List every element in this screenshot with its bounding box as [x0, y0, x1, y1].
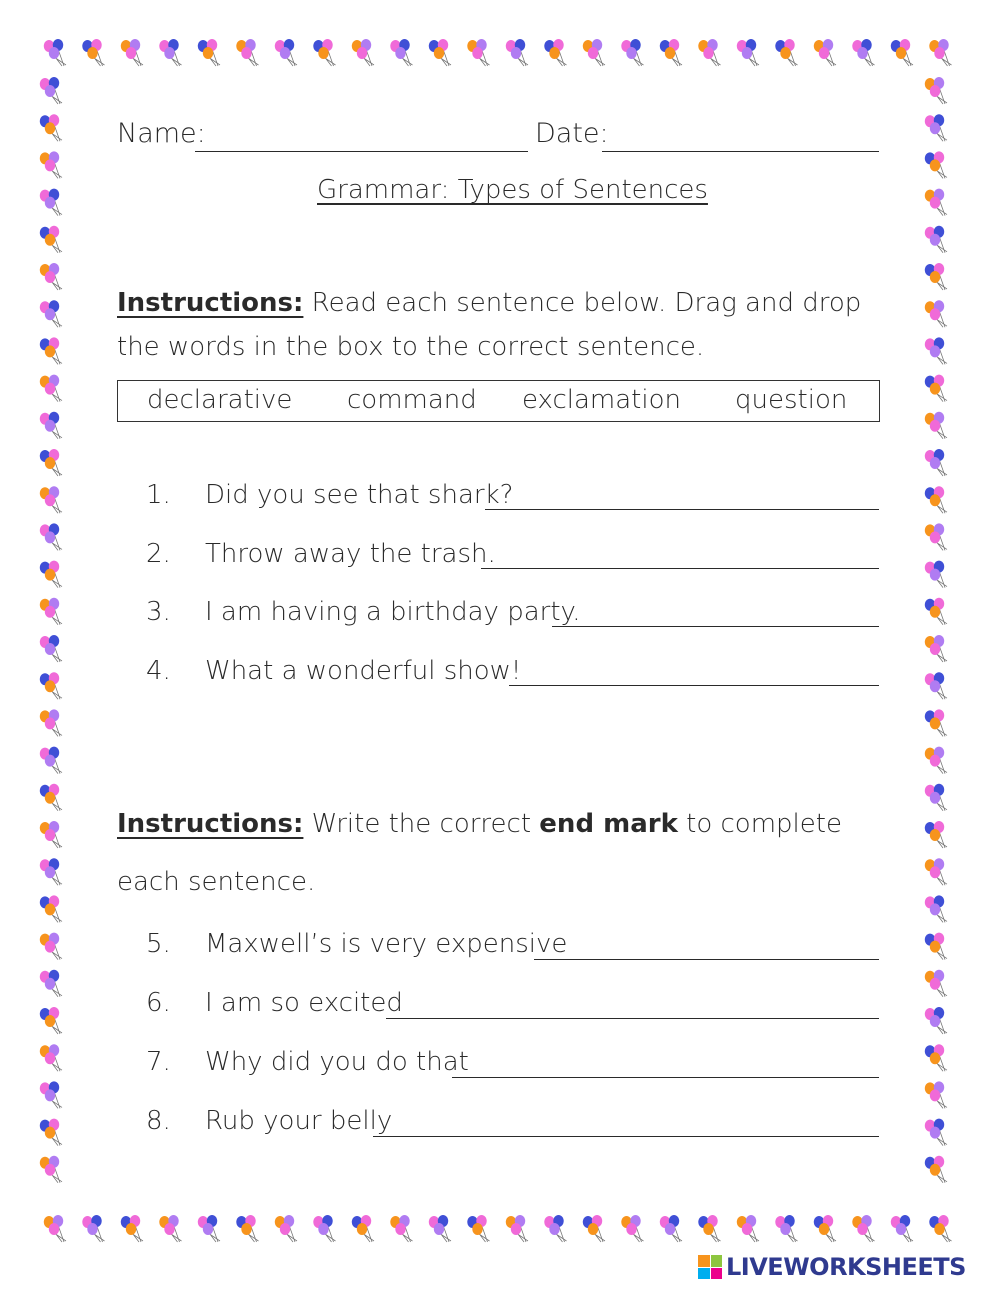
section1-instructions-lead: Instructions: [117, 288, 304, 318]
sentence-text: Maxwell’s is very expensive [205, 929, 568, 959]
balloon-cluster-icon [313, 39, 335, 66]
balloon-cluster-icon [929, 39, 951, 66]
answer-field[interactable] [373, 1136, 879, 1137]
balloon-cluster-icon [814, 1215, 836, 1242]
word-bank-item[interactable]: declarative [147, 385, 293, 415]
balloon-cluster-icon [621, 39, 643, 66]
end-mark-emphasis: end mark [539, 809, 678, 839]
balloon-cluster-icon [925, 672, 947, 699]
section1-instructions [117, 281, 877, 369]
balloon-cluster-icon [925, 933, 947, 960]
balloon-cluster-icon [82, 1215, 104, 1242]
balloon-cluster-icon [352, 39, 374, 66]
balloon-cluster-icon [925, 114, 947, 141]
balloon-cluster-icon [40, 970, 62, 997]
balloon-cluster-icon [925, 263, 947, 290]
sentence-text: Why did you do that [205, 1047, 469, 1077]
section1-instructions-text: Read each sentence below. Drag and drop the words in the box to the correct sentence. [117, 288, 862, 362]
balloon-cluster-icon [275, 39, 297, 66]
balloon-cluster-icon [925, 337, 947, 364]
word-bank-item[interactable]: exclamation [522, 385, 681, 415]
balloon-cluster-icon [925, 561, 947, 588]
sentence-text: Throw away the trash. [205, 539, 496, 569]
item-number: 7. [146, 1047, 171, 1077]
balloon-cluster-icon [40, 821, 62, 848]
balloon-cluster-icon [40, 784, 62, 811]
balloon-cluster-icon [40, 375, 62, 402]
balloon-cluster-icon [698, 1215, 720, 1242]
balloon-cluster-icon [467, 1215, 489, 1242]
balloon-cluster-icon [925, 895, 947, 922]
sentence-text: I am having a birthday party. [205, 597, 581, 627]
balloon-cluster-icon [891, 39, 913, 66]
balloon-cluster-icon [506, 1215, 528, 1242]
balloon-cluster-icon [313, 1215, 335, 1242]
balloon-cluster-icon [40, 114, 62, 141]
balloon-cluster-icon [40, 189, 62, 216]
balloon-cluster-icon [544, 39, 566, 66]
balloon-cluster-icon [159, 1215, 181, 1242]
balloon-cluster-icon [236, 39, 258, 66]
drop-zone[interactable] [485, 509, 879, 510]
balloon-cluster-icon [40, 709, 62, 736]
balloon-cluster-icon [814, 39, 836, 66]
item-number: 2. [146, 539, 171, 569]
drop-zone[interactable] [481, 568, 879, 569]
drop-zone[interactable] [552, 626, 879, 627]
section2-instructions-pre: Write the correct [303, 809, 540, 839]
sentence-text: I am so excited [205, 988, 403, 1018]
balloon-cluster-icon [40, 226, 62, 253]
sentence-text: What a wonderful show! [205, 656, 522, 686]
balloon-cluster-icon [925, 375, 947, 402]
balloon-cluster-icon [925, 77, 947, 104]
item-number: 4. [146, 656, 171, 686]
balloon-cluster-icon [925, 747, 947, 774]
sentence-text: Rub your belly [205, 1106, 393, 1136]
balloon-cluster-icon [40, 747, 62, 774]
balloon-cluster-icon [40, 1156, 62, 1183]
balloon-cluster-icon [467, 39, 489, 66]
balloon-cluster-icon [40, 523, 62, 550]
balloon-cluster-icon [40, 486, 62, 513]
balloon-cluster-icon [40, 672, 62, 699]
balloon-cluster-icon [925, 1119, 947, 1146]
balloon-cluster-icon [40, 151, 62, 178]
balloon-cluster-icon [40, 1044, 62, 1071]
balloon-cluster-icon [925, 784, 947, 811]
balloon-cluster-icon [925, 151, 947, 178]
answer-field[interactable] [452, 1077, 879, 1078]
balloon-cluster-icon [40, 895, 62, 922]
balloon-cluster-icon [40, 635, 62, 662]
logo-text: LIVEWORKSHEETS [726, 1253, 966, 1281]
section2-instructions [117, 795, 877, 911]
drop-zone[interactable] [509, 685, 879, 686]
balloon-cluster-icon [40, 77, 62, 104]
page-title: Grammar: Types of Sentences [317, 175, 708, 205]
balloon-cluster-icon [925, 300, 947, 327]
balloon-cluster-icon [44, 39, 66, 66]
balloon-cluster-icon [925, 821, 947, 848]
answer-field[interactable] [386, 1018, 879, 1019]
liveworksheets-logo[interactable] [698, 1253, 966, 1281]
date-label: Date: [535, 118, 609, 149]
balloon-cluster-icon [660, 1215, 682, 1242]
balloon-cluster-icon [236, 1215, 258, 1242]
balloon-cluster-icon [40, 1007, 62, 1034]
section2-instructions-post: to complete each sentence. [117, 809, 842, 897]
balloon-cluster-icon [352, 1215, 374, 1242]
item-number: 6. [146, 988, 171, 1018]
balloon-cluster-icon [159, 39, 181, 66]
liveworksheets-logo-icon [698, 1255, 722, 1279]
balloon-cluster-icon [275, 1215, 297, 1242]
item-number: 5. [146, 929, 171, 959]
balloon-cluster-icon [737, 39, 759, 66]
sentence-text: Did you see that shark? [205, 480, 514, 510]
item-number: 1. [146, 480, 171, 510]
balloon-cluster-icon [40, 449, 62, 476]
answer-field[interactable] [534, 959, 879, 960]
balloon-cluster-icon [852, 39, 874, 66]
balloon-cluster-icon [775, 1215, 797, 1242]
balloon-cluster-icon [925, 449, 947, 476]
balloon-cluster-icon [925, 1081, 947, 1108]
name-label: Name: [117, 118, 206, 149]
balloon-cluster-icon [198, 1215, 220, 1242]
balloon-cluster-icon [891, 1215, 913, 1242]
balloon-cluster-icon [40, 412, 62, 439]
balloon-cluster-icon [852, 1215, 874, 1242]
balloon-cluster-icon [929, 1215, 951, 1242]
balloon-cluster-icon [506, 39, 528, 66]
balloon-cluster-icon [925, 970, 947, 997]
balloon-cluster-icon [925, 523, 947, 550]
balloon-cluster-icon [925, 226, 947, 253]
word-bank [117, 380, 880, 422]
balloon-cluster-icon [925, 486, 947, 513]
balloon-cluster-icon [429, 1215, 451, 1242]
balloon-cluster-icon [40, 1081, 62, 1108]
word-bank-item[interactable]: question [735, 385, 848, 415]
balloon-cluster-icon [121, 1215, 143, 1242]
balloon-cluster-icon [925, 598, 947, 625]
balloon-cluster-icon [925, 709, 947, 736]
balloon-cluster-icon [40, 561, 62, 588]
balloon-cluster-icon [925, 1156, 947, 1183]
balloon-cluster-icon [737, 1215, 759, 1242]
balloon-cluster-icon [925, 858, 947, 885]
balloon-cluster-icon [925, 635, 947, 662]
balloon-cluster-icon [198, 39, 220, 66]
date-field[interactable] [602, 151, 879, 152]
item-number: 8. [146, 1106, 171, 1136]
item-number: 3. [146, 597, 171, 627]
balloon-cluster-icon [40, 300, 62, 327]
balloon-cluster-icon [544, 1215, 566, 1242]
balloon-cluster-icon [121, 39, 143, 66]
balloon-cluster-icon [44, 1215, 66, 1242]
balloon-cluster-icon [698, 39, 720, 66]
balloon-cluster-icon [40, 598, 62, 625]
word-bank-item[interactable]: command [347, 385, 477, 415]
balloon-cluster-icon [621, 1215, 643, 1242]
balloon-cluster-icon [40, 933, 62, 960]
name-field[interactable] [195, 151, 528, 152]
balloon-cluster-icon [583, 39, 605, 66]
balloon-cluster-icon [925, 1007, 947, 1034]
balloon-cluster-icon [40, 858, 62, 885]
balloon-cluster-icon [390, 1215, 412, 1242]
balloon-cluster-icon [660, 39, 682, 66]
section2-instructions-lead: Instructions: [117, 809, 304, 839]
balloon-cluster-icon [583, 1215, 605, 1242]
balloon-cluster-icon [925, 412, 947, 439]
balloon-cluster-icon [925, 1044, 947, 1071]
balloon-cluster-icon [82, 39, 104, 66]
balloon-cluster-icon [40, 337, 62, 364]
balloon-cluster-icon [40, 263, 62, 290]
balloon-cluster-icon [40, 1119, 62, 1146]
balloon-cluster-icon [429, 39, 451, 66]
balloon-cluster-icon [390, 39, 412, 66]
balloon-cluster-icon [775, 39, 797, 66]
balloon-cluster-icon [925, 189, 947, 216]
